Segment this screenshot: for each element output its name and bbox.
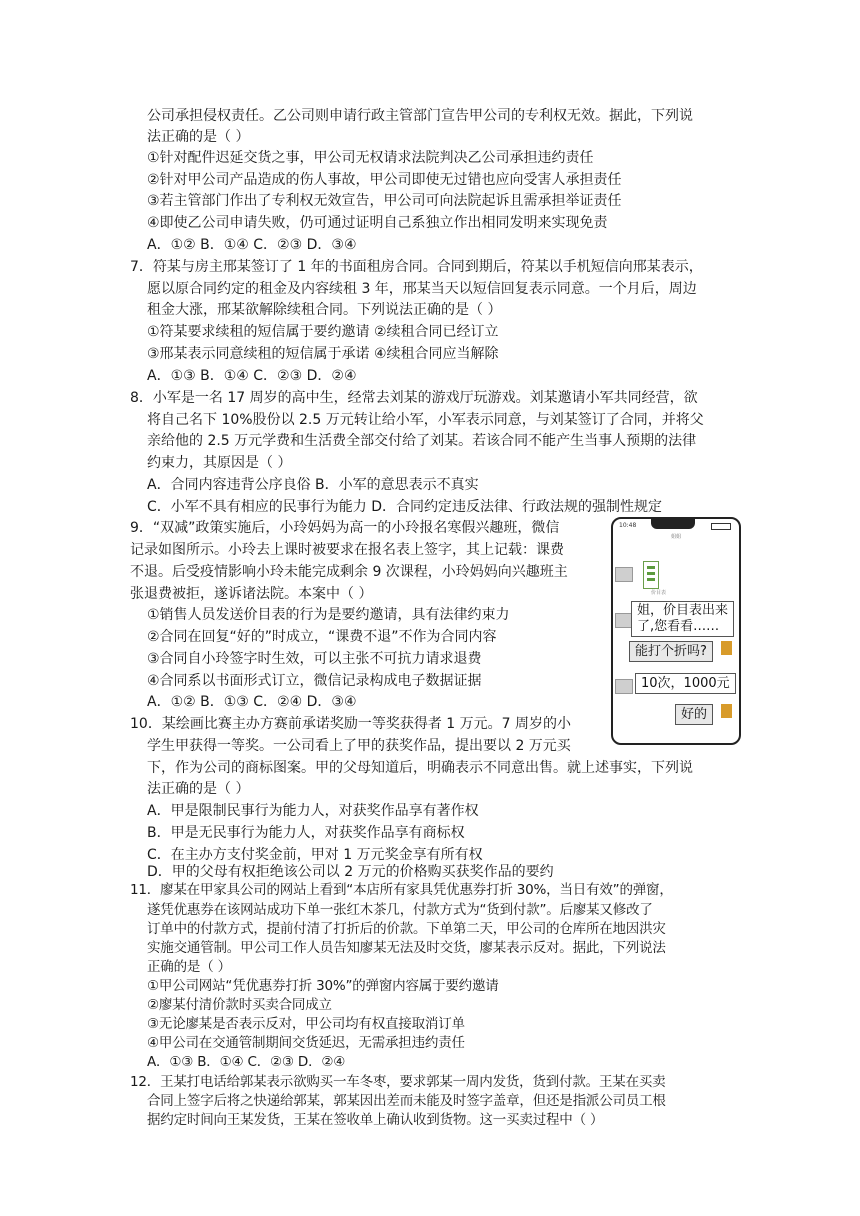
chat-message-1-line2: 了,您看看……: [637, 619, 720, 634]
q8-stem-4: 约束力，其原因是（ ）: [147, 455, 292, 471]
q9-item-2: ②合同在回复“好的”时成立，“课费不退”不作为合同内容: [147, 629, 497, 645]
chat-message-4: 好的: [675, 704, 713, 725]
q11-item-4: ④甲公司在交通管制期间交货延迟，无需承担违约责任: [147, 1035, 465, 1051]
q9-item-4: ④合同系以书面形式订立，微信记录构成电子数据证据: [147, 673, 482, 689]
q10-option-b: B．甲是无民事行为能力人，对获奖作品享有商标权: [147, 825, 465, 841]
q11-item-2: ②廖某付清价款时买卖合同成立: [147, 997, 332, 1013]
q7-options: A．①③ B．①④ C．②③ D．②④: [147, 368, 357, 384]
q10-stem-3: 下，作为公司的商标图案。甲的父母知道后，明确表示不同意出售。就上述事实，下列说: [147, 760, 693, 776]
avatar-icon: [615, 679, 633, 694]
q8-stem-3: 亲给他的 2.5 万元学费和生活费全部交付给了刘某。若该合同不能产生当事人预期的法律: [147, 433, 697, 449]
wechat-screenshot: [611, 517, 741, 745]
q11-stem-2: 遂凭优惠券在该网站成功下单一张红木茶几，付款方式为“货到付款”。后廖某又修改了: [147, 902, 653, 918]
q10-stem-2: 学生甲获得一等奖。一公司看上了甲的获奖作品，提出要以 2 万元买: [147, 738, 571, 754]
q10-option-a: A．甲是限制民事行为能力人，对获奖作品享有著作权: [147, 803, 479, 819]
q6-item-2: ②针对甲公司产品造成的伤人事故，甲公司即使无过错也应向受害人承担责任: [147, 172, 622, 188]
chat-message-1-line1: 姐，价目表出来: [637, 603, 729, 618]
q10-option-d: D．甲的父母有权拒绝该公司以 2 万元的价格购买获奖作品的要约: [147, 864, 554, 880]
phone-notch: [651, 519, 695, 529]
q7-stem-2: 愿以原合同约定的租金及内容续租 3 年，邢某当天以短信回复表示同意。一个月后，周边: [147, 281, 697, 297]
q6-item-3: ③若主管部门作出了专利权无效宣告，甲公司可向法院起诉且需承担举证责任: [147, 193, 622, 209]
q8-stem-2: 将自己名下 10%股份以 2.5 万元转让给小军，小军表示同意，与刘某签订了合同，并将父: [147, 412, 704, 428]
q7-stem-1: 7．符某与房主邢某签订了 1 年的书面租房合同。合同到期后，符某以手机短信向邢某表示，: [130, 259, 703, 275]
status-time: 10:48: [619, 522, 637, 529]
excel-file-icon: [643, 561, 659, 589]
q12-stem-3: 据约定时间向王某发货，王某在签收单上确认收到货物。这一买卖过程中（ ）: [147, 1112, 604, 1128]
q8-options-1: A．合同内容违背公序良俗 B．小军的意思表示不真实: [147, 477, 479, 493]
q9-options: A．①② B．①③ C．②④ D．③④: [147, 694, 357, 710]
q9-item-1: ①销售人员发送价目表的行为是要约邀请，具有法律约束力: [147, 607, 510, 623]
q7-stem-3: 租金大涨，邢某欲解除续租合同。下列说法正确的是（ ）: [147, 302, 502, 318]
q11-item-1: ①甲公司网站“凭优惠券打折 30%”的弹窗内容属于要约邀请: [147, 978, 499, 994]
file-name: 价目表: [651, 590, 667, 596]
chat-message-2: 能打个折吗?: [629, 641, 713, 662]
chat-message-1: [631, 601, 734, 637]
q11-stem-1: 11．廖某在甲家具公司的网站上看到“本店所有家具凭优惠券打折 30%，当日有效”的弹窗，: [130, 882, 673, 898]
q9-stem-4: 张退费被拒，遂诉诸法院。本案中（ ）: [130, 586, 373, 602]
q9-stem-3: 不退。后受疫情影响小玲未能完成剩余 9 次课程，小玲妈妈向兴趣班主: [130, 564, 568, 580]
avatar-icon: [721, 704, 732, 718]
q12-stem-1: 12．王某打电话给郭某表示欲购买一车冬枣，要求郭某一周内发货，货到付款。王某在买卖: [130, 1074, 666, 1090]
chat-message-3: 10次，1000元: [635, 673, 736, 694]
q9-item-3: ③合同自小玲签字时生效，可以主张不可抗力请求退费: [147, 651, 482, 667]
q8-options-2: C．小军不具有相应的民事行为能力 D．合同约定违反法律、行政法规的强制性规定: [147, 499, 663, 515]
q6-line-2: 法正确的是（ ）: [147, 129, 250, 145]
q6-line-1: 公司承担侵权责任。乙公司则申请行政主管部门宣告甲公司的专利权无效。据此，下列说: [147, 108, 693, 124]
q10-option-c: C．在主办方支付奖金前，甲对 1 万元奖金享有所有权: [147, 847, 483, 863]
q11-options: A．①③ B．①④ C．②③ D．②④: [147, 1054, 346, 1070]
q9-stem-1: 9．“双减”政策实施后，小玲妈妈为高一的小玲报名寒假兴趣班，微信: [130, 520, 560, 536]
q10-stem-4: 法正确的是（ ）: [147, 781, 250, 797]
q10-stem-1: 10．某绘画比赛主办方赛前承诺奖励一等奖获得者 1 万元。7 周岁的小: [130, 716, 571, 732]
q8-stem-1: 8．小军是一名 17 周岁的高中生，经常去刘某的游戏厅玩游戏。刘某邀请小军共同经营，欲: [130, 390, 698, 406]
q12-stem-2: 合同上签字后将之快递给郭某，郭某因出差而未能及时签字盖章，但还是指派公司员工根: [147, 1093, 666, 1109]
q7-items-1: ①符某要求续租的短信属于要约邀请 ②续租合同已经订立: [147, 324, 499, 340]
chat-title: 姐姐: [670, 534, 681, 540]
q11-stem-5: 正确的是（ ）: [147, 959, 231, 975]
q6-options: A．①② B．①④ C．②③ D．③④: [147, 237, 357, 253]
q6-item-4: ④即使乙公司申请失败，仍可通过证明自己系独立作出相同发明来实现免责: [147, 215, 608, 231]
q11-stem-4: 实施交通管制。甲公司工作人员告知廖某无法及时交货，廖某表示反对。据此，下列说法: [147, 940, 666, 956]
battery-icon: [711, 523, 731, 530]
avatar-icon: [615, 567, 633, 582]
avatar-icon: [721, 641, 732, 655]
q6-item-1: ①针对配件迟延交货之事，甲公司无权请求法院判决乙公司承担违约责任: [147, 150, 594, 166]
q7-items-2: ③邢某表示同意续租的短信属于承诺 ④续租合同应当解除: [147, 346, 499, 362]
q9-stem-2: 记录如图所示。小玲去上课时被要求在报名表上签字，其上记载：课费: [130, 542, 564, 558]
q11-item-3: ③无论廖某是否表示反对，甲公司均有权直接取消订单: [147, 1016, 465, 1032]
q11-stem-3: 订单中的付款方式，提前付清了打折后的价款。下单第二天，甲公司的仓库所在地因洪灾: [147, 921, 666, 937]
